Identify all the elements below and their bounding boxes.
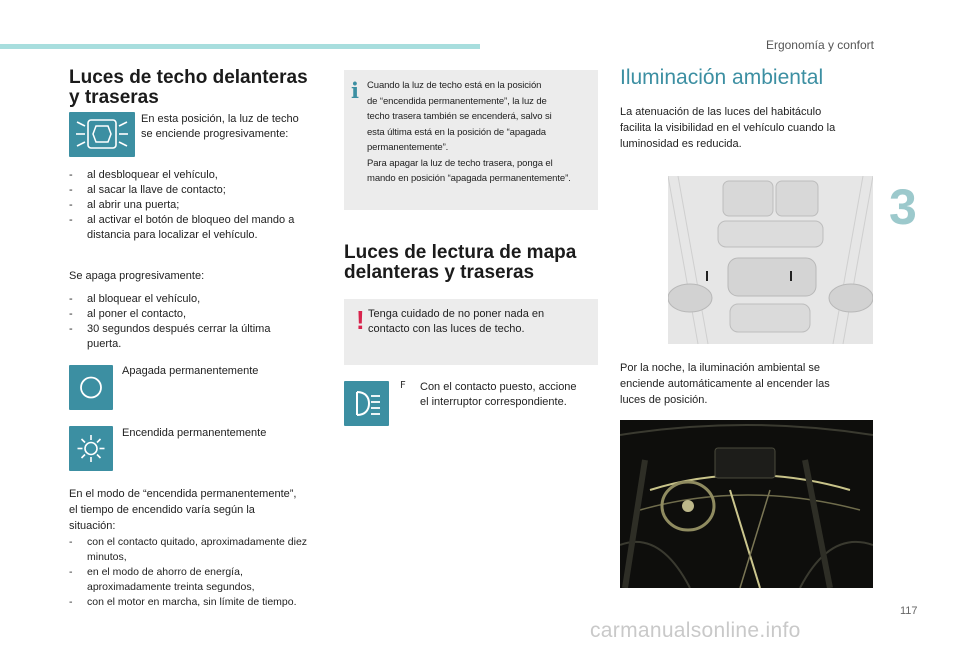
title-line: Luces de lectura de mapa — [344, 242, 577, 263]
ceiling-console-photo — [668, 176, 873, 344]
permanent-mode-intro — [69, 486, 329, 534]
page-number: 117 — [900, 605, 918, 617]
list-item: - 30 segundos después cerrar la última puerta. — [69, 322, 304, 352]
map-light-icon — [344, 381, 389, 426]
list-item: - al poner el contacto, — [69, 307, 304, 322]
list-item: - al activar el botón de bloqueo del mando a distancia para localizar el vehículo. — [69, 213, 319, 243]
text-line: Por la noche, la iluminación ambiental se — [620, 362, 820, 374]
action-bullet: F — [400, 380, 406, 391]
title-line: delanteras y traseras — [344, 262, 535, 283]
title-line: y traseras — [69, 87, 159, 108]
header-accent-bar — [0, 44, 480, 49]
text-line: Tenga cuidado de no poner nada en — [368, 308, 545, 320]
progressive-off-list — [69, 292, 304, 352]
info-note-text — [367, 78, 595, 187]
list-item: - al sacar la llave de contacto; — [69, 183, 319, 198]
text-line: de “encendida permanentemente”, la luz de — [367, 95, 547, 107]
text-line: luces de posición. — [620, 394, 708, 406]
warning-note-text — [368, 307, 593, 337]
text-line: mando en posición “apagada permanentemente”. — [367, 173, 571, 184]
text-line: el tiempo de encendido varía según la — [69, 504, 255, 516]
warning-icon: ! — [356, 305, 365, 335]
list-item: - con el motor en marcha, sin límite de tiempo. — [69, 595, 324, 610]
title-line: Luces de techo delanteras — [69, 67, 308, 88]
text-line: En el modo de “encendida permanentemente”, — [69, 488, 297, 500]
door-position-icon — [69, 112, 135, 157]
text-line: facilita la visibilidad en el vehículo cuando la — [620, 122, 836, 134]
text-line: permanentemente”. — [367, 142, 449, 153]
section-title-ambient-lighting: Iluminación ambiental — [620, 66, 824, 89]
light-off-icon — [69, 365, 113, 410]
info-note — [344, 70, 598, 210]
ambient-intro — [620, 104, 880, 152]
warning-note — [344, 299, 598, 365]
text-line: situación: — [69, 520, 116, 532]
watermark: carmanualsonline.info — [590, 619, 801, 642]
door-position-intro — [141, 112, 321, 142]
action-text — [420, 380, 600, 410]
text-line: techo trasera también se encenderá, salvo si — [367, 111, 552, 122]
text-line: La atenuación de las luces del habitáculo — [620, 106, 822, 118]
list-item: - al desbloquear el vehículo, — [69, 168, 319, 183]
progressive-off-intro: Se apaga progresivamente: — [69, 270, 205, 282]
text-line: enciende automáticamente al encender las — [620, 378, 830, 390]
info-icon: i — [351, 78, 359, 103]
light-on-label: Encendida permanentemente — [122, 427, 267, 439]
permanent-mode-list — [69, 535, 324, 610]
text-line: Cuando la luz de techo está en la posición — [367, 80, 542, 91]
text-line: En esta posición, la luz de techo — [141, 113, 299, 125]
ambient-night-text — [620, 360, 880, 408]
light-off-label: Apagada permanentemente — [122, 365, 259, 377]
section-title-map-lights — [344, 243, 604, 283]
progressive-on-list — [69, 168, 319, 243]
section-title-ceiling-lights — [69, 68, 329, 108]
list-item: - con el contacto quitado, aproximadamente diez minutos, — [69, 535, 324, 565]
chapter-number: 3 — [889, 179, 917, 235]
text-line: Para apagar la luz de techo trasera, ponga el — [367, 157, 553, 169]
section-header: Ergonomía y confort — [765, 38, 874, 52]
list-item: - al bloquear el vehículo, — [69, 292, 304, 307]
text-line: el interruptor correspondiente. — [420, 396, 567, 408]
list-item: - al abrir una puerta; — [69, 198, 319, 213]
text-line: se enciende progresivamente: — [141, 128, 289, 140]
list-item: - en el modo de ahorro de energía, aproximadamente treinta segundos, — [69, 565, 324, 595]
text-line: luminosidad es reducida. — [620, 138, 742, 150]
text-line: contacto con las luces de techo. — [368, 323, 525, 335]
light-on-icon — [69, 426, 113, 471]
text-line: esta última está en la posición de “apagada — [367, 126, 546, 138]
text-line: Con el contacto puesto, accione — [420, 381, 577, 393]
ambient-cabin-photo — [620, 420, 873, 588]
